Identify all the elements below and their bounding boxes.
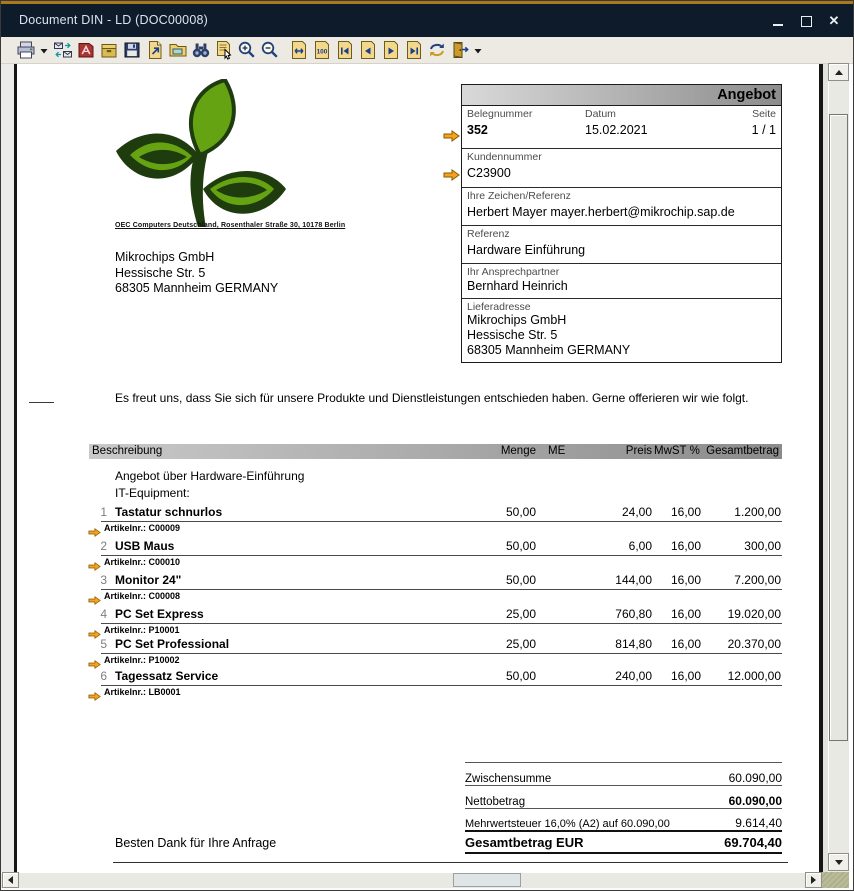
fit-width-icon [289,40,309,60]
find-icon [191,40,211,60]
drilldown-arrow-icon[interactable] [88,688,101,706]
item-preis: 24,00 [621,505,652,519]
item-mwst: 16,00 [670,505,701,519]
item-name: Tastatur schnurlos [115,505,223,519]
info-row-number-date-page [462,106,781,149]
referenz-value: Hardware Einführung [467,243,586,257]
close-button[interactable]: ✕ [828,13,840,28]
item-name: Monitor 24" [115,573,182,587]
zoom-out-button[interactable] [259,40,280,61]
triangle-left-icon [8,876,13,884]
zoom-100-button[interactable] [311,40,332,61]
item-pos: 5 [100,637,107,651]
fold-mark [29,402,54,403]
item-gesamt: 12.000,00 [727,669,781,683]
triangle-right-icon [811,876,816,884]
row-underline [101,589,782,590]
first-page-icon [335,40,355,60]
item-artikelnr[interactable]: Artikelnr.: C00009 [104,523,181,533]
col-preis: Preis [625,445,652,457]
last-page-button[interactable] [403,40,424,61]
total-value: 9.614,40 [735,816,782,830]
vertical-scrollbar-thumb[interactable] [829,114,848,741]
item-artikelnr[interactable]: Artikelnr.: P10001 [104,625,180,635]
print-options-caret-icon [39,40,49,60]
total-label: Nettobetrag [465,796,526,808]
send-pages-button[interactable] [52,40,73,61]
last-page-icon [404,40,424,60]
maximize-button[interactable] [799,14,813,28]
item-menge: 25,00 [505,607,536,621]
company-logo [113,79,288,229]
page-left-edge [14,64,17,872]
zoom-out-icon [260,40,280,60]
row-underline [101,653,782,654]
recipient-line: Hessische Str. 5 [115,265,206,280]
svg-text:100: 100 [316,48,327,56]
item-preis: 144,00 [615,573,652,587]
close-options-button[interactable] [472,40,484,61]
kundennummer-value[interactable]: C23900 [467,166,511,180]
zoom-in-icon [237,40,257,60]
group-line: Angebot über Hardware-Einführung [115,469,305,483]
item-preis: 814,80 [615,637,652,651]
lieferadresse-label: Lieferadresse [467,301,531,313]
export-pdf-icon [76,40,96,60]
item-pos: 6 [100,669,107,683]
fit-width-button[interactable] [288,40,309,61]
lieferadresse-line: Hessische Str. 5 [467,328,558,342]
seite-value: 1 / 1 [751,123,776,137]
col-beschreibung: Beschreibung [92,445,163,457]
item-menge: 50,00 [505,539,536,553]
ihre-zeichen-value: Herbert Mayer mayer.herbert@mikrochip.sap.de [467,205,735,219]
closing-text: Besten Dank für Ihre Anfrage [115,836,277,850]
item-name: PC Set Professional [115,637,230,651]
items-table-header [89,444,782,459]
item-pos: 1 [100,505,107,519]
table-row [1,539,854,573]
info-row-lieferadresse [462,299,781,362]
triangle-up-icon [835,70,843,75]
triangle-down-icon [835,860,843,865]
grand-total-label: Gesamtbetrag EUR [465,834,584,850]
col-mwst: MwST % [654,445,700,457]
total-value: 60.090,00 [728,794,782,808]
totals-row-zwischensumme [465,762,782,785]
item-preis: 240,00 [615,669,652,683]
lieferadresse-line: Mikrochips GmbH [467,313,567,327]
item-pos: 3 [100,573,107,587]
print-options-button[interactable] [38,40,50,61]
total-value: 60.090,00 [728,771,782,785]
horizontal-scrollbar-thumb[interactable] [453,873,521,887]
save-icon [122,40,142,60]
ansprechpartner-label: Ihr Ansprechpartner [467,266,560,278]
previous-page-button[interactable] [357,40,378,61]
refresh-icon [427,40,447,60]
item-artikelnr[interactable]: Artikelnr.: P10002 [104,655,180,665]
info-row-ansprechpartner [462,264,781,299]
info-row-referenz1 [462,188,781,226]
open-folder-icon [168,40,188,60]
item-name: USB Maus [115,539,175,553]
item-artikelnr[interactable]: Artikelnr.: LB0001 [104,687,181,697]
item-mwst: 16,00 [670,607,701,621]
item-name: Tagessatz Service [115,669,219,683]
row-underline [101,623,782,624]
row-underline [101,521,782,522]
totals-row-nettobetrag [465,785,782,808]
send-pages-icon [53,40,73,60]
table-row [1,573,854,607]
ansprechpartner-value: Bernhard Heinrich [467,279,568,293]
drilldown-arrow-icon[interactable] [443,129,460,147]
first-page-button[interactable] [334,40,355,61]
ihre-zeichen-label: Ihre Zeichen/Referenz [467,190,571,202]
col-gesamtbetrag: Gesamtbetrag [706,445,779,457]
datum-value: 15.02.2021 [585,123,648,137]
zoom-in-button[interactable] [236,40,257,61]
item-menge: 50,00 [505,505,536,519]
preview-left-gutter [1,64,14,872]
item-gesamt: 19.020,00 [727,607,781,621]
resize-gripper[interactable] [822,872,849,888]
find-button[interactable] [190,40,211,61]
print-icon [16,40,36,60]
total-label: Mehrwertsteuer 16,0% (A2) auf 60.090,00 [465,818,670,830]
item-gesamt: 300,00 [744,539,781,553]
export-pdf-button[interactable] [75,40,96,61]
info-row-kundennummer [462,149,781,188]
minimize-button[interactable] [771,14,785,28]
recipient-line: Mikrochips GmbH [115,250,215,264]
refresh-button[interactable] [426,40,447,61]
item-gesamt: 1.200,00 [734,505,781,519]
info-row-referenz2 [462,226,781,264]
seite-label: Seite [752,108,776,120]
horizontal-scrollbar[interactable] [1,872,823,888]
datum-label: Datum [585,108,616,120]
close-preview-icon [450,40,470,60]
scroll-up-button[interactable] [828,63,849,81]
totals-row-gesamtbetrag [465,830,782,854]
item-artikelnr[interactable]: Artikelnr.: C00010 [104,557,181,567]
page-footer-line [113,862,788,863]
item-menge: 25,00 [505,637,536,651]
item-pos: 2 [100,539,107,553]
belegnummer-label: Belegnummer [467,108,533,120]
save-button[interactable] [121,40,142,61]
col-menge: Menge [500,445,536,457]
archive-button[interactable] [98,40,119,61]
document-info-box [461,84,782,363]
item-menge: 50,00 [505,573,536,587]
row-underline [101,555,782,556]
item-menge: 50,00 [505,669,536,683]
select-page-icon [214,40,234,60]
drilldown-arrow-icon[interactable] [443,168,460,186]
referenz-label: Referenz [467,228,510,240]
toolbar [1,37,853,64]
document-type-title: Angebot [462,85,781,106]
export-page-icon [145,40,165,60]
recipient-address [115,250,278,297]
belegnummer-value[interactable]: 352 [467,123,488,137]
next-page-icon [381,40,401,60]
recipient-line: 68305 Mannheim GERMANY [115,281,279,295]
scroll-down-button[interactable] [828,853,849,871]
item-pos: 4 [100,607,107,621]
item-preis: 760,80 [615,607,652,621]
table-row [1,505,854,539]
scroll-right-button[interactable] [805,872,822,888]
close-options-caret-icon [473,40,483,60]
next-page-button[interactable] [380,40,401,61]
table-row [1,607,854,641]
zoom-100-icon [312,40,332,60]
open-folder-button[interactable] [167,40,188,61]
item-mwst: 16,00 [670,539,701,553]
table-row [1,637,854,671]
sender-line: OEC Computers Deutschland, Rosenthaler Straße 30, 10178 Berlin [115,222,346,229]
print-button[interactable] [15,40,36,61]
item-artikelnr[interactable]: Artikelnr.: C00008 [104,591,181,601]
kundennummer-label: Kundennummer [467,151,542,163]
grand-total-value: 69.704,40 [724,834,782,850]
archive-icon [99,40,119,60]
previous-page-icon [358,40,378,60]
intro-text: Es freut uns, dass Sie sich für unsere Produkte und Dienstleistungen entschieden haben. Gerne offerieren wir wie folgt. [115,391,749,405]
item-preis: 6,00 [628,539,652,553]
select-page-button[interactable] [213,40,234,61]
totals-row-mehrwertsteuer [465,808,782,830]
item-mwst: 16,00 [670,669,701,683]
col-me: ME [548,445,566,457]
close-preview-button[interactable] [449,40,470,61]
scroll-left-button[interactable] [2,872,19,888]
item-gesamt: 20.370,00 [727,637,781,651]
titlebar[interactable] [1,4,853,37]
window-title: Document DIN - LD (DOC00008) [19,13,208,27]
item-mwst: 16,00 [670,573,701,587]
group-line: IT-Equipment: [115,486,190,500]
item-mwst: 16,00 [670,637,701,651]
item-gesamt: 7.200,00 [734,573,781,587]
lieferadresse-line: 68305 Mannheim GERMANY [467,343,631,357]
export-page-button[interactable] [144,40,165,61]
row-underline [101,685,782,686]
total-label: Zwischensumme [465,773,552,785]
table-row [1,669,854,703]
item-name: PC Set Express [115,607,204,621]
